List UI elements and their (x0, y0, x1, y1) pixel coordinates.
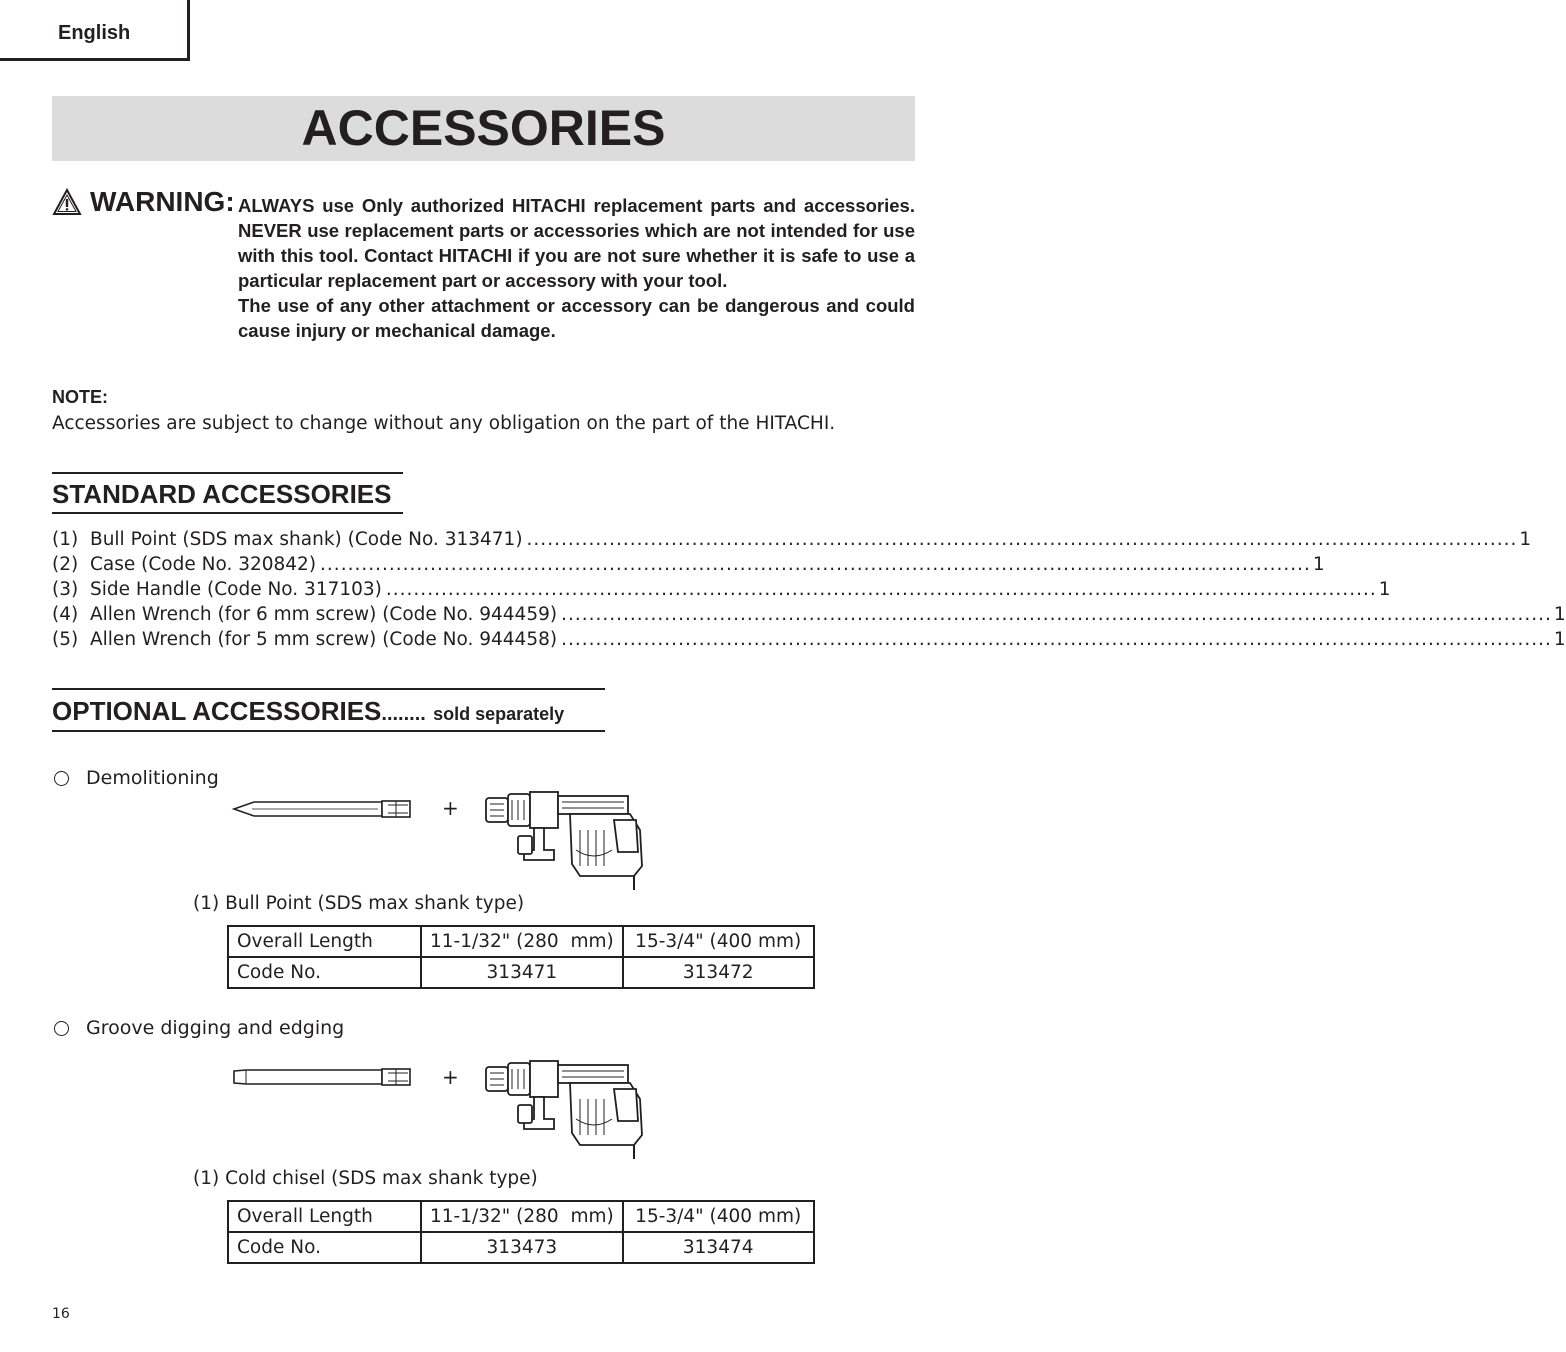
leader-dots: ................................................................................................................................................ (561, 604, 1552, 625)
item-number: (3) (52, 579, 79, 600)
item-text: Side Handle (Code No. 317103) (90, 579, 382, 600)
leader-dots: ................................................................................................................................................ (385, 579, 1377, 600)
group-title: Groove digging and edging (86, 1017, 345, 1039)
language-label: English (58, 22, 131, 44)
list-item (52, 552, 1325, 577)
circle-bullet-icon (54, 771, 69, 786)
table-cell: 313471 (421, 957, 623, 988)
circle-bullet-icon (54, 1021, 69, 1036)
item-quantity: 1 (1553, 604, 1566, 625)
item-text: Allen Wrench (for 6 mm screw) (Code No. 944459) (90, 604, 558, 625)
leader-dots: ................................................................................................................................................ (320, 554, 1311, 575)
item-quantity: 1 (1312, 554, 1325, 575)
groove-digging-item (52, 1016, 344, 1041)
item-quantity: 1 (1519, 529, 1532, 550)
demolitioning-item (52, 766, 219, 791)
table-row (228, 1201, 814, 1232)
plus-sign: + (442, 1065, 459, 1089)
warning-label: WARNING: (90, 186, 235, 217)
table-cell: 15-3/4" (400 mm) (623, 926, 814, 957)
page-title-band (52, 96, 915, 161)
bull-point-caption: (1) Bull Point (SDS max shank type) (193, 893, 525, 914)
note-label: NOTE: (52, 387, 108, 407)
leader-dots: ................................................................................................................................................ (526, 529, 1518, 550)
standard-accessories-heading: STANDARD ACCESSORIES (52, 472, 403, 514)
item-quantity: 1 (1378, 579, 1391, 600)
item-text: Case (Code No. 320842) (90, 554, 317, 575)
cold-chisel-spec-table (227, 1200, 815, 1264)
bull-point-spec-table (227, 925, 815, 989)
item-quantity: 1 (1553, 629, 1566, 650)
table-cell-label: Code No. (228, 957, 421, 988)
cold-chisel-caption: (1) Cold chisel (SDS max shank type) (193, 1168, 538, 1189)
list-item (52, 577, 1391, 602)
table-cell-label: Overall Length (228, 926, 421, 957)
table-cell-label: Overall Length (228, 1201, 421, 1232)
table-cell: 15-3/4" (400 mm) (623, 1201, 814, 1232)
table-cell: 11-1/32" (280 mm) (421, 1201, 623, 1232)
item-number: (5) (52, 629, 79, 650)
leader-dots: ................................................................................................................................................ (561, 629, 1552, 650)
optional-accessories-heading (52, 688, 605, 732)
warning-text (238, 193, 915, 343)
optional-heading-suffix: sold separately (433, 704, 565, 724)
item-text: Bull Point (SDS max shank) (Code No. 313471) (90, 529, 523, 550)
table-row (228, 1232, 814, 1263)
plus-sign: + (442, 796, 459, 820)
optional-heading-dots: ........ (381, 703, 426, 725)
item-number: (4) (52, 604, 79, 625)
warning-triangle-icon (52, 188, 82, 216)
page-title: ACCESSORIES (301, 100, 666, 156)
warning-heading (52, 184, 235, 220)
table-cell: 313472 (623, 957, 814, 988)
list-item (52, 627, 1566, 652)
warning-paragraph-2: The use of any other attachment or accessory can be dangerous and could cause injury or mechanical damage. (238, 295, 915, 341)
item-text: Allen Wrench (for 5 mm screw) (Code No. 944458) (90, 629, 558, 650)
table-row (228, 926, 814, 957)
demolition-hammer-illustration (484, 1059, 646, 1159)
demolition-hammer-illustration (484, 790, 646, 890)
table-cell: 313473 (421, 1232, 623, 1263)
optional-heading-text: OPTIONAL ACCESSORIES (52, 696, 382, 726)
group-title: Demolitioning (86, 767, 219, 789)
note-text: Accessories are subject to change without any obligation on the part of the HITACHI. (52, 413, 836, 434)
table-cell-label: Code No. (228, 1232, 421, 1263)
standard-accessories-list (52, 527, 1566, 652)
list-item (52, 527, 1532, 552)
table-row (228, 957, 814, 988)
page-number: 16 (52, 1306, 70, 1322)
warning-paragraph-1: ALWAYS use Only authorized HITACHI replacement parts and accessories. NEVER use replacement parts or accessories which are not intended for use with this tool. Contact HITACHI if you are not sure whether it is safe to use a particular replacement part or accessory with your tool. (238, 195, 915, 291)
table-cell: 313474 (623, 1232, 814, 1263)
item-number: (2) (52, 554, 79, 575)
table-cell: 11-1/32" (280 mm) (421, 926, 623, 957)
item-number: (1) (52, 529, 79, 550)
list-item (52, 602, 1566, 627)
bull-point-illustration (232, 799, 414, 819)
cold-chisel-illustration (232, 1067, 414, 1087)
language-tab (0, 0, 190, 61)
